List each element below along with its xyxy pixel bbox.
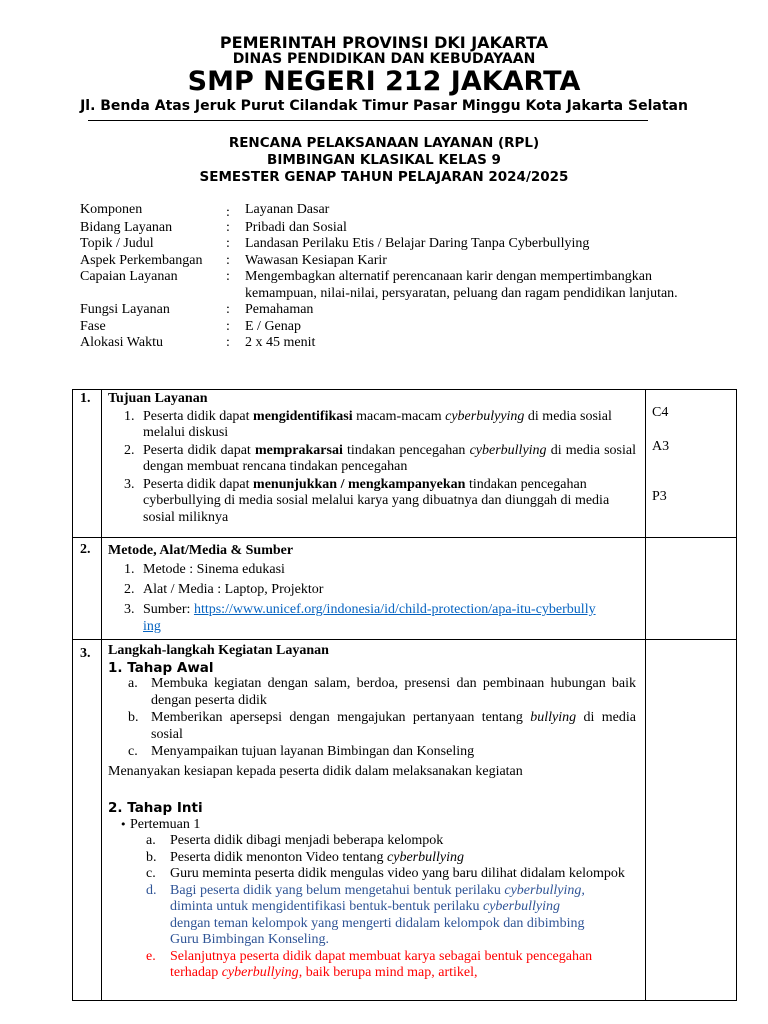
section-langkah xyxy=(108,643,636,982)
meta-label: Fungsi Layanan xyxy=(80,302,170,317)
meta-value: E / Genap xyxy=(245,318,301,334)
list-item-d: d. Bagi peserta didik yang belum mengetahui bentuk perilaku cyberbullying, diminta untuk mengidentifikasi bentuk-bentuk perilaku cyberbullying dengan teman kelompok yang mengerti didalam kelompok dan dibimbing Guru Bimbingan Konseling. xyxy=(146,882,585,947)
title-line-1: RENCANA PELAKSANAAN LAYANAN (RPL) xyxy=(228,135,540,151)
meta-label: Topik / Judul xyxy=(80,236,154,251)
meta-row-aspek: Aspek Perkembangan : Wawasan Kesiapan Karir xyxy=(80,253,695,270)
meta-row-capaian: Capaian Layanan : Mengembagkan alternatif perencanaan karir dengan mempertimbangkan kemampuan, nilai-nilai, persyaratan, peluang dan ragam pendidikan lanjutan. xyxy=(80,269,695,302)
awal-note: Menanyakan kesiapan kepada peserta didik dalam melaksanakan kegiatan xyxy=(108,763,523,779)
section-heading: Tujuan Layanan xyxy=(108,391,208,406)
code-p3: P3 xyxy=(652,489,667,504)
header-address: Jl. Benda Atas Jeruk Purut Cilandak Timur Pasar Minggu Kota Jakarta Selatan xyxy=(80,98,688,114)
list-item: 2. Alat / Media : Laptop, Projektor xyxy=(124,582,324,597)
list-item: 1. Metode : Sinema edukasi xyxy=(124,562,285,577)
title-line-3: SEMESTER GENAP TAHUN PELAJARAN 2024/2025 xyxy=(199,169,569,185)
list-item: a. Peserta didik dibagi menjadi beberapa kelompok xyxy=(146,833,444,848)
document-title xyxy=(0,135,768,186)
list-item: 3. Sumber: https://www.unicef.org/indonesia/id/child-protection/apa-itu-cyberbullying xyxy=(124,602,596,634)
list-item: 3. Peserta didik dapat menunjukkan / mengkampanyekan tindakan pencegahan cyberbullying di media sosial melalui karya yang dibuatnya dan diunggah di media sosial miliknya xyxy=(124,476,610,525)
meta-row-bidang: Bidang Layanan : Pribadi dan Sosial xyxy=(80,220,695,237)
section-number: 1. xyxy=(80,391,91,406)
meta-label: Capaian Layanan xyxy=(80,269,178,284)
section-number: 2. xyxy=(80,542,91,557)
code-c4: C4 xyxy=(652,405,669,420)
source-link[interactable]: https://www.unicef.org/indonesia/id/child-protection/apa-itu-cyberbullying xyxy=(143,602,596,634)
header-department: DINAS PENDIDIKAN DAN KEBUDAYAAN xyxy=(232,51,536,67)
meta-value: Pribadi dan Sosial xyxy=(245,219,347,235)
section-heading: Langkah-langkah Kegiatan Layanan xyxy=(108,643,329,658)
meta-row-topik: Topik / Judul : Landasan Perilaku Etis / Belajar Daring Tanpa Cyberbullying xyxy=(80,236,695,253)
meta-row-fungsi: Fungsi Layanan : Pemahaman xyxy=(80,302,695,319)
table-column-divider-left xyxy=(101,389,102,1001)
meta-label: Komponen xyxy=(80,202,143,217)
meta-value: Mengembagkan alternatif perencanaan karir dengan mempertimbangkan kemampuan, nilai-nilai, persyaratan, peluang dan ragam pendidikan lanjutan. xyxy=(245,269,678,301)
list-item: 2. Peserta didik dapat memprakarsai tindakan pencegahan cyberbullying di media sosial dengan membuat rencana tindakan pencegahan xyxy=(124,442,636,474)
meta-row-fase: Fase : E / Genap xyxy=(80,319,695,336)
meta-label: Bidang Layanan xyxy=(80,219,173,235)
meta-row-alokasi: Alokasi Waktu : 2 x 45 menit xyxy=(80,335,695,352)
list-item: 1. Peserta didik dapat mengidentifikasi macam-macam cyberbulyying di media sosial melalui diskusi xyxy=(124,408,612,440)
section-tujuan xyxy=(108,391,636,526)
list-item: b. Memberikan apersepsi dengan mengajukan pertanyaan tentang bullying di media sosial xyxy=(128,710,636,742)
meta-label: Aspek Perkembangan xyxy=(80,252,203,268)
section-number: 3. xyxy=(80,646,91,661)
meta-label: Alokasi Waktu xyxy=(80,335,163,350)
section-heading: Metode, Alat/Media & Sumber xyxy=(108,543,294,558)
list-item-e: e. Selanjutnya peserta didik dapat membuat karya sebagai bentuk pencegahan terhadap cyberbullying, baik berupa mind map, artikel, xyxy=(146,948,593,980)
bullet-icon: • xyxy=(120,817,127,831)
meta-info xyxy=(80,202,695,352)
meta-value: Landasan Perilaku Etis / Belajar Daring Tanpa Cyberbullying xyxy=(245,236,590,251)
list-item: c. Menyampaikan tujuan layanan Bimbingan dan Konseling xyxy=(128,744,475,759)
list-item: c. Guru meminta peserta didik mengulas video yang baru dilihat didalam kelompok xyxy=(146,866,625,881)
meta-value: Layanan Dasar xyxy=(245,202,330,217)
table-column-divider-right xyxy=(645,389,646,1001)
subheading-tahap-inti: 2. Tahap Inti xyxy=(108,800,203,816)
pertemuan-label: • Pertemuan 1 xyxy=(120,816,201,832)
meta-value: 2 x 45 menit xyxy=(245,335,316,350)
meta-value: Pemahaman xyxy=(245,302,314,317)
list-item: b. Peserta didik menonton Video tentang cyberbullying xyxy=(146,849,465,865)
code-a3: A3 xyxy=(652,439,670,454)
meta-label: Fase xyxy=(80,318,106,334)
list-item: a. Membuka kegiatan dengan salam, berdoa, presensi dan pembinaan hubungan baik dengan peserta didik xyxy=(128,676,636,708)
title-line-2: BIMBINGAN KLASIKAL KELAS 9 xyxy=(267,152,501,168)
header-government: PEMERINTAH PROVINSI DKI JAKARTA xyxy=(219,33,549,52)
section-metode xyxy=(108,542,636,635)
header-divider xyxy=(88,120,648,121)
header-school-name: SMP NEGERI 212 JAKARTA xyxy=(187,66,581,97)
meta-value: Wawasan Kesiapan Karir xyxy=(245,252,387,268)
meta-row-komponen: Komponen : Layanan Dasar xyxy=(80,202,695,219)
subheading-tahap-awal: 1. Tahap Awal xyxy=(108,659,214,676)
